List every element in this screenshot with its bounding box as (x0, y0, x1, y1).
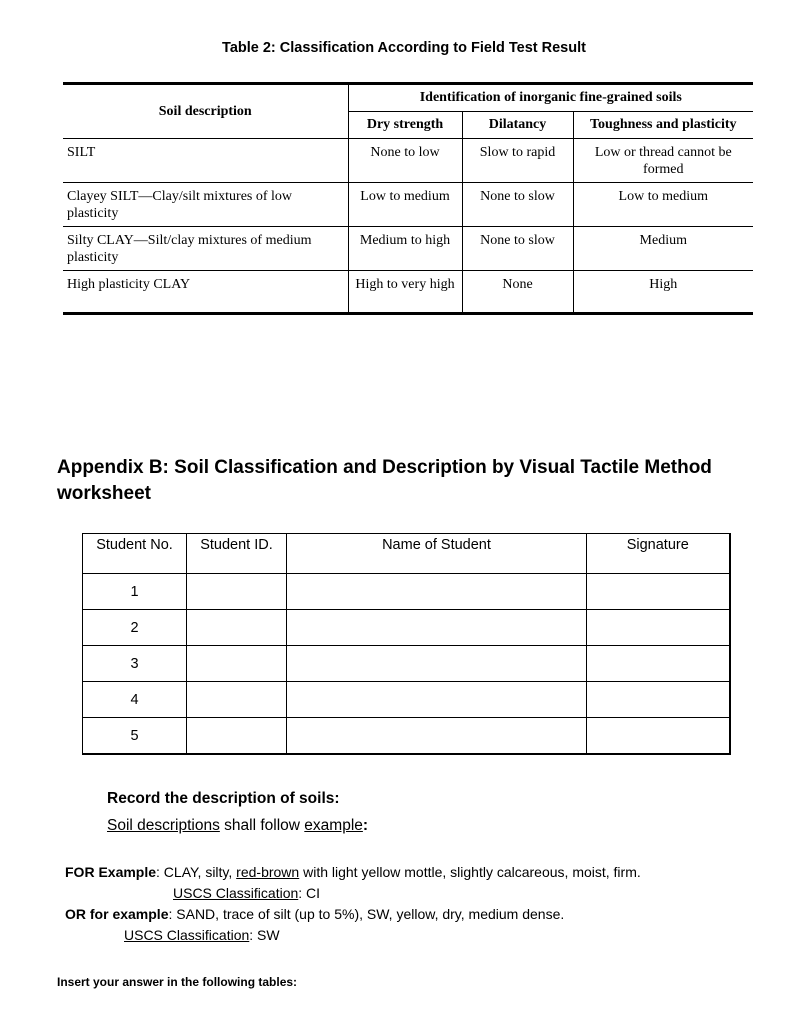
signature-cell[interactable] (587, 610, 730, 646)
student-no-cell: 1 (83, 574, 187, 610)
toughness-cell: High (573, 271, 753, 314)
soil-desc-cell: High plasticity CLAY (67, 277, 191, 292)
table-row (83, 682, 730, 718)
student-table-header-row (83, 534, 730, 574)
soil-desc-cell: Silty CLAY—Silt/clay mixtures of medium plasticity (63, 227, 348, 271)
example-1-text-c: with light yellow mottle, slightly calcareous, moist, firm. (299, 864, 641, 880)
student-no-header: Student No. (83, 534, 187, 574)
dilatancy-cell: Slow to rapid (462, 139, 573, 183)
insert-answer-note: Insert your answer in the following tables: (57, 975, 298, 989)
student-no-cell: 3 (83, 646, 187, 682)
example-1-label: FOR Example (65, 864, 157, 880)
example-1-red-brown: red-brown (236, 864, 300, 880)
table-row (83, 718, 730, 755)
dry-strength-cell: Low to medium (348, 183, 462, 227)
student-id-cell[interactable] (187, 646, 287, 682)
uscs-value: : SW (249, 927, 280, 943)
uscs-label: USCS Classification (124, 927, 250, 943)
dry-strength-cell: None to low (348, 139, 462, 183)
student-id-cell[interactable] (187, 718, 287, 755)
soil-classification-table (63, 82, 753, 315)
example-text: example (304, 817, 363, 834)
soil-desc-cell: SILT (63, 139, 348, 183)
uscs-label: USCS Classification (173, 885, 299, 901)
colon-text: : (362, 817, 369, 834)
signature-cell[interactable] (587, 718, 730, 755)
toughness-cell: Medium (573, 227, 753, 271)
table-row (63, 183, 753, 227)
table2-title: Table 2: Classification According to Field Test Result (222, 40, 586, 56)
example-1-uscs (173, 885, 320, 901)
dilatancy-cell: None to slow (462, 227, 573, 271)
example-2-uscs (124, 927, 280, 943)
toughness-cell: Low to medium (573, 183, 753, 227)
table-row (83, 646, 730, 682)
example-1-line (65, 864, 641, 880)
student-id-cell[interactable] (187, 682, 287, 718)
toughness-header: Toughness and plasticity (573, 112, 753, 139)
example-2-text: : SAND, trace of silt (up to 5%), SW, yellow, dry, medium dense. (168, 906, 565, 922)
soil-descriptions-text: Soil descriptions (107, 817, 220, 834)
toughness-cell: Low or thread cannot be formed (573, 139, 753, 183)
dry-strength-header: Dry strength (348, 112, 462, 139)
student-id-cell[interactable] (187, 610, 287, 646)
table-row (83, 574, 730, 610)
identification-group-header: Identification of inorganic fine-grained soils (348, 84, 753, 112)
student-name-cell[interactable] (287, 610, 587, 646)
student-table (82, 533, 731, 755)
student-no-cell: 5 (83, 718, 187, 755)
dilatancy-cell: None (462, 271, 573, 314)
uscs-value: : CI (298, 885, 321, 901)
record-heading: Record the description of soils: (107, 790, 340, 807)
signature-cell[interactable] (587, 574, 730, 610)
student-name-cell[interactable] (287, 718, 587, 755)
soil-desc-cell: Clayey SILT—Clay/silt mixtures of low plasticity (63, 183, 348, 227)
example-2-label: OR for example (65, 906, 169, 922)
student-id-header: Student ID. (187, 534, 287, 574)
student-name-cell[interactable] (287, 574, 587, 610)
student-name-header: Name of Student (287, 534, 587, 574)
dilatancy-header: Dilatancy (462, 112, 573, 139)
table-row (63, 227, 753, 271)
table-row (63, 139, 753, 183)
student-name-cell[interactable] (287, 646, 587, 682)
example-2-line (65, 906, 564, 922)
soil-description-header: Soil description (63, 84, 348, 139)
signature-header: Signature (587, 534, 730, 574)
dry-strength-cell: High to very high (348, 271, 462, 314)
follow-instruction (107, 817, 368, 835)
dry-strength-cell: Medium to high (348, 227, 462, 271)
student-name-cell[interactable] (287, 682, 587, 718)
signature-cell[interactable] (587, 646, 730, 682)
dilatancy-cell: None to slow (462, 183, 573, 227)
table-row (83, 610, 730, 646)
appendix-title: Appendix B: Soil Classification and Description by Visual Tactile Method worksheet (57, 457, 712, 504)
student-no-cell: 2 (83, 610, 187, 646)
follow-text: shall follow (219, 817, 305, 834)
signature-cell[interactable] (587, 682, 730, 718)
student-no-cell: 4 (83, 682, 187, 718)
example-1-text-a: : CLAY, silty, (156, 864, 237, 880)
student-id-cell[interactable] (187, 574, 287, 610)
table-row (63, 271, 753, 314)
